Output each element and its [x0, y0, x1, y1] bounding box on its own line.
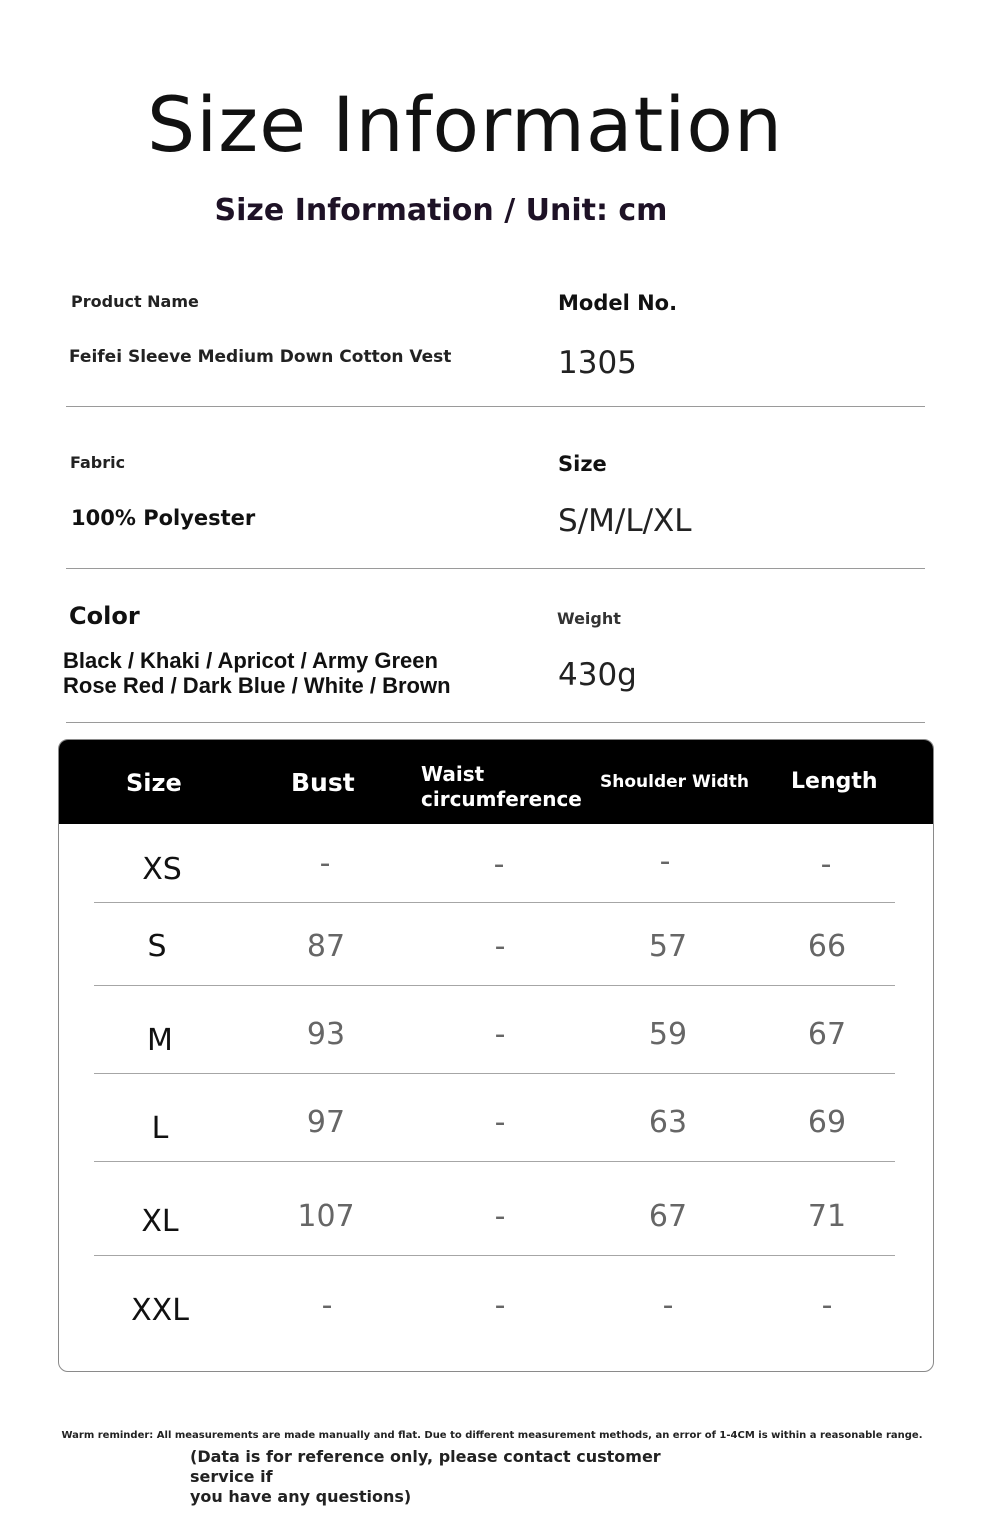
header-shoulder: Shoulder Width [600, 772, 749, 792]
header-bust: Bust [291, 768, 355, 797]
reference-note-line: you have any questions) [190, 1487, 412, 1506]
table-cell-size: S [147, 929, 167, 964]
header-waist [421, 762, 582, 812]
table-cell-size: L [151, 1111, 169, 1146]
divider [66, 568, 925, 569]
table-cell-length: 69 [807, 1105, 847, 1140]
header-size: Size [126, 769, 182, 797]
table-cell-shoulder: - [659, 844, 671, 879]
table-cell-waist: - [493, 847, 505, 882]
table-cell-length: 67 [807, 1017, 847, 1052]
sizes-value: S/M/L/XL [558, 503, 692, 539]
fabric-label: Fabric [70, 453, 126, 472]
table-cell-bust: 87 [306, 929, 346, 964]
table-cell-size: XL [141, 1204, 179, 1239]
table-cell-length: - [821, 1288, 833, 1323]
row-divider [94, 1161, 895, 1162]
header-waist-line: circumference [421, 787, 582, 811]
table-cell-bust: - [321, 1288, 333, 1323]
table-cell-bust: 107 [297, 1199, 355, 1234]
colors-value [63, 648, 451, 698]
product-name-label: Product Name [71, 292, 199, 311]
table-cell-waist: - [494, 1288, 506, 1323]
page-title: Size Information [146, 80, 784, 169]
table-cell-shoulder: - [662, 1288, 674, 1323]
table-cell-bust: 97 [306, 1105, 346, 1140]
size-label: Size [558, 452, 607, 476]
row-divider [94, 902, 895, 903]
table-cell-waist: - [494, 929, 506, 964]
row-divider [94, 1073, 895, 1074]
row-divider [94, 1255, 895, 1256]
table-cell-length: - [820, 847, 832, 882]
table-cell-size: M [147, 1023, 173, 1058]
colors-line: Rose Red / Dark Blue / White / Brown [63, 673, 451, 698]
table-cell-length: 66 [807, 929, 847, 964]
colors-line: Black / Khaki / Apricot / Army Green [63, 648, 438, 673]
table-cell-size: XS [142, 852, 182, 887]
weight-label: Weight [557, 609, 621, 628]
header-length: Length [791, 769, 878, 794]
table-cell-size: XXL [131, 1293, 189, 1328]
divider [66, 722, 925, 723]
reference-note [190, 1447, 710, 1507]
product-name-value: Feifei Sleeve Medium Down Cotton Vest [69, 347, 452, 367]
table-cell-shoulder: 59 [648, 1017, 688, 1052]
table-cell-shoulder: 67 [648, 1199, 688, 1234]
row-divider [94, 985, 895, 986]
table-cell-shoulder: 63 [648, 1105, 688, 1140]
table-cell-waist: - [494, 1017, 506, 1052]
table-cell-bust: - [319, 846, 331, 881]
page-subtitle: Size Information / Unit: cm [214, 193, 668, 228]
weight-value: 430g [558, 657, 637, 693]
table-cell-bust: 93 [306, 1017, 346, 1052]
size-table [58, 739, 934, 1372]
table-cell-waist: - [494, 1199, 506, 1234]
table-cell-shoulder: 57 [648, 929, 688, 964]
divider [66, 406, 925, 407]
measurement-reminder: Warm reminder: All measurements are made manually and flat. Due to different measurement methods, an error of 1-4CM is within a reasonable range. [61, 1430, 923, 1441]
header-waist-line: Waist [421, 762, 485, 786]
reference-note-line: (Data is for reference only, please contact customer service if [190, 1447, 661, 1486]
table-cell-length: 71 [807, 1199, 847, 1234]
model-value: 1305 [558, 345, 637, 381]
fabric-value: 100% Polyester [71, 506, 256, 530]
table-cell-waist: - [494, 1105, 506, 1140]
table-header [59, 740, 933, 824]
color-label: Color [69, 602, 140, 630]
model-label: Model No. [558, 291, 678, 315]
